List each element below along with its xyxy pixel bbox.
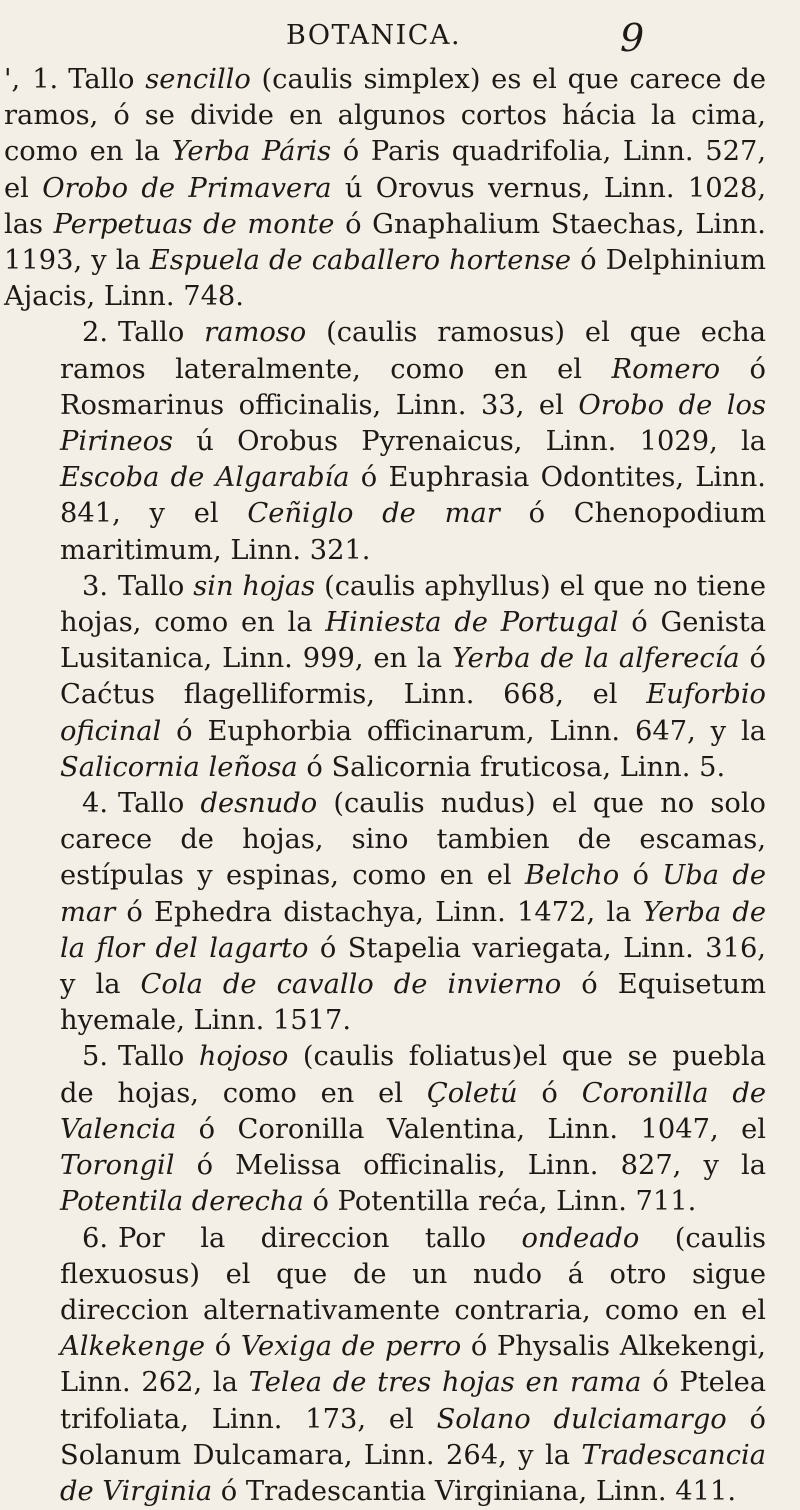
text-run: ó Coronilla Valentina, Linn. 1047, el [176,1114,766,1145]
running-header [60,12,766,62]
paragraph-number: 1. [32,64,58,95]
text-run: ó Chenopodium maritimum, Linn. 321. [60,498,766,565]
text-run: Tallo [68,64,145,95]
text-run: ú Orovus vernus, Linn. 1028, las [4,173,766,240]
term-vernacular: ondeado [521,1223,639,1254]
text-run: (caulis ramosus) el que echa ramos lateralmente, como en el [60,317,766,384]
term-vernacular: Potentila derecha [60,1186,304,1217]
text-run: ó [518,1078,582,1109]
text-run: Por la direccion tallo [118,1223,521,1254]
text-run: Tallo [118,788,200,819]
term-vernacular: Romero [612,354,721,385]
term-vernacular: Torongil [60,1150,175,1181]
text-run: ó Physalis Alkekengi, Linn. 262, la [60,1331,766,1398]
text-run: ó Gnaphalium Staechas, Linn. 1193, y la [4,209,766,276]
text-run: ó Ephedra distachya, Linn. 1472, la [115,897,642,928]
paragraph-3 [60,569,766,786]
paragraph-number: 2. [82,317,108,348]
term-vernacular: Escoba de Algarabía [60,462,350,493]
text-run: (caulis foliatus)el que se puebla de hojas, como en el [60,1041,766,1108]
term-vernacular: Hiniesta de Portugal [325,607,618,638]
text-run: (caulis simplex) es el que carece de ramos, ó se divide en algunos cortos hácia la cima, como en la [4,64,766,167]
paragraph-number: 4. [82,788,108,819]
text-run: ó Caćtus flagelliformis, Linn. 668, el [60,643,766,710]
text-run: ó Paris quadrifolia, Linn. 527, el [4,136,766,203]
term-vernacular: sencillo [145,64,251,95]
text-run: ó Salicornia fruticosa, Linn. 5. [298,752,725,783]
term-vernacular: Uba de mar [60,860,766,927]
term-vernacular: Salicornia leñosa [60,752,298,783]
term-vernacular: Tradescancia de Virginia [60,1440,766,1507]
text-run: (caulis flexuosus) el que de un nudo á otro sigue direccion alternativamente contraria, como en el [60,1223,766,1326]
text-run: ó Equisetum hyemale, Linn. 1517. [60,969,766,1036]
text-run: ú Orobus Pyrenaicus, Linn. 1029, la [173,426,766,457]
text-run: ó Potentilla reća, Linn. 711. [304,1186,697,1217]
paragraph-4 [60,786,766,1039]
text-run: ó [205,1331,241,1362]
term-vernacular: Coronilla de Valencia [60,1078,766,1145]
running-title: BOTANICA. [286,20,461,51]
term-vernacular: hojoso [199,1041,288,1072]
term-vernacular: Belcho [525,860,619,891]
term-vernacular: Perpetuas de monte [54,209,335,240]
text-run: ó Rosmarinus officinalis, Linn. 33, el [60,354,766,421]
paragraph-6 [60,1221,766,1510]
text-run: ó Delphinium Ajacis, Linn. 748. [4,245,766,312]
paragraph-number: 5. [82,1041,108,1072]
term-vernacular: sin hojas [193,571,315,602]
term-vernacular: ramoso [204,317,306,348]
term-vernacular: Euforbio oficinal [60,679,766,746]
paragraph-1 [4,62,766,315]
text-run: Tallo [118,1041,199,1072]
text-run: ó Euphrasia Odontites, Linn. 841, y el [60,462,766,529]
term-vernacular: desnudo [200,788,317,819]
body-text [60,62,766,1510]
page-number: 9 [620,16,644,60]
term-vernacular: Yerba Páris [172,136,331,167]
term-vernacular: Orobo de los Pirineos [60,390,766,457]
text-run: Tallo [118,317,204,348]
text-run: (caulis aphyllus) el que no tiene hojas, como en la [60,571,766,638]
term-vernacular: Orobo de Primavera [42,173,331,204]
term-vernacular: Çoletú [427,1078,518,1109]
margin-mark: ', [4,64,20,95]
text-run: ó [619,860,662,891]
paragraph-2 [60,315,766,568]
term-vernacular: Yerba de la alferecía [452,643,740,674]
text-run: ó Solanum Dulcamara, Linn. 264, y la [60,1404,766,1471]
term-vernacular: Espuela de caballero hortense [150,245,571,276]
text-run: ó Euphorbia officinarum, Linn. 647, y la [161,716,766,747]
paragraph-number: 3. [82,571,108,602]
term-vernacular: Telea de tres hojas en rama [249,1367,642,1398]
paragraph-number: 6. [82,1223,108,1254]
text-run: (caulis nudus) el que no solo carece de hojas, sino tambien de escamas, estípulas y espinas, como en el [60,788,766,891]
text-run: ó Genista Lusitanica, Linn. 999, en la [60,607,766,674]
term-vernacular: Cola de cavallo de invierno [141,969,562,1000]
text-run: ó Tradescantia Virginiana, Linn. 411. [212,1476,736,1507]
text-run: ó Stapelia variegata, Linn. 316, y la [60,933,766,1000]
text-run: ó Melissa officinalis, Linn. 827, y la [175,1150,766,1181]
term-vernacular: Ceñiglo de mar [247,498,499,529]
paragraph-5 [60,1039,766,1220]
term-vernacular: Vexiga de perro [241,1331,461,1362]
term-vernacular: Solano dulciamargo [437,1404,727,1435]
term-vernacular: Yerba de la flor del lagarto [60,897,766,964]
term-vernacular: Alkekenge [60,1331,205,1362]
text-run: Tallo [118,571,193,602]
text-run: ó Ptelea trifoliata, Linn. 173, el [60,1367,766,1434]
